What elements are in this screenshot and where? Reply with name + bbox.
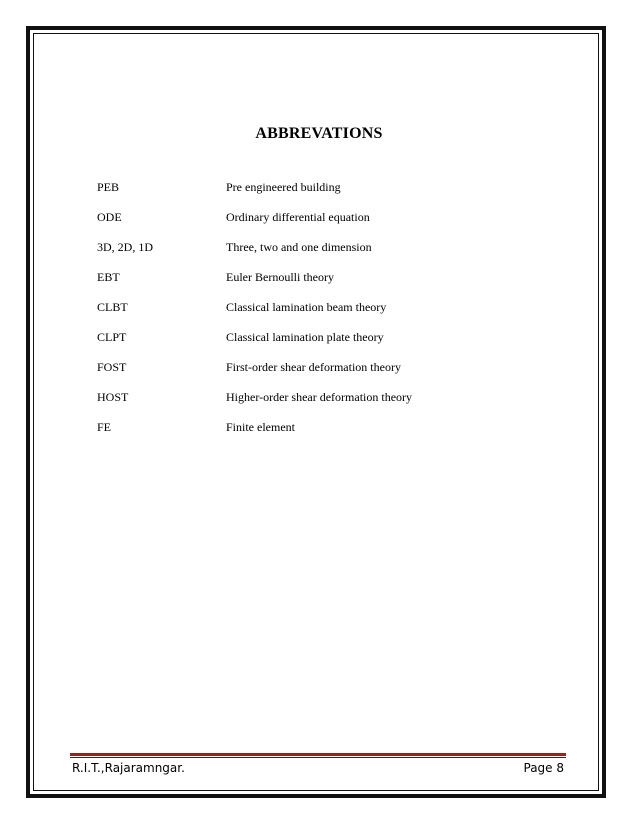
abbreviation-term: CLPT — [97, 329, 127, 344]
abbreviation-term: FOST — [97, 359, 127, 374]
abbreviation-row — [97, 352, 517, 382]
abbreviation-definition: Higher-order shear deformation theory — [226, 389, 413, 404]
abbreviation-definition: Finite element — [226, 419, 295, 434]
abbreviation-row — [97, 382, 517, 412]
abbreviation-term: ODE — [97, 209, 122, 224]
abbreviation-definition: Classical lamination beam theory — [226, 299, 387, 314]
abbreviation-definition: First-order shear deformation theory — [226, 359, 401, 374]
page-title: ABBREVATIONS — [255, 125, 383, 142]
footer-rule — [70, 753, 566, 756]
abbreviation-definition: Euler Bernoulli theory — [226, 269, 334, 284]
abbreviation-definition: Ordinary differential equation — [226, 209, 370, 224]
abbreviation-term: CLBT — [97, 299, 128, 314]
abbreviation-term: 3D, 2D, 1D — [97, 239, 153, 254]
abbreviation-definition: Three, two and one dimension — [226, 239, 372, 254]
abbreviation-row — [97, 262, 517, 292]
abbreviation-list — [97, 172, 517, 442]
abbreviation-term: EBT — [97, 269, 120, 284]
abbreviation-definition: Classical lamination plate theory — [226, 329, 384, 344]
abbreviation-term: FE — [97, 419, 112, 434]
abbreviation-definition: Pre engineered building — [226, 179, 341, 194]
abbreviation-row — [97, 322, 517, 352]
abbreviation-term: HOST — [97, 389, 129, 404]
abbreviation-row — [97, 232, 517, 262]
footer-rule-underline — [70, 757, 566, 758]
abbreviation-row — [97, 202, 517, 232]
footer-page-number: Page 8 — [523, 761, 564, 775]
abbreviation-row — [97, 292, 517, 322]
abbreviation-row — [97, 172, 517, 202]
footer-institution: R.I.T.,Rajaramngar. — [72, 761, 185, 775]
abbreviation-term: PEB — [97, 179, 120, 194]
abbreviation-row — [97, 412, 517, 442]
